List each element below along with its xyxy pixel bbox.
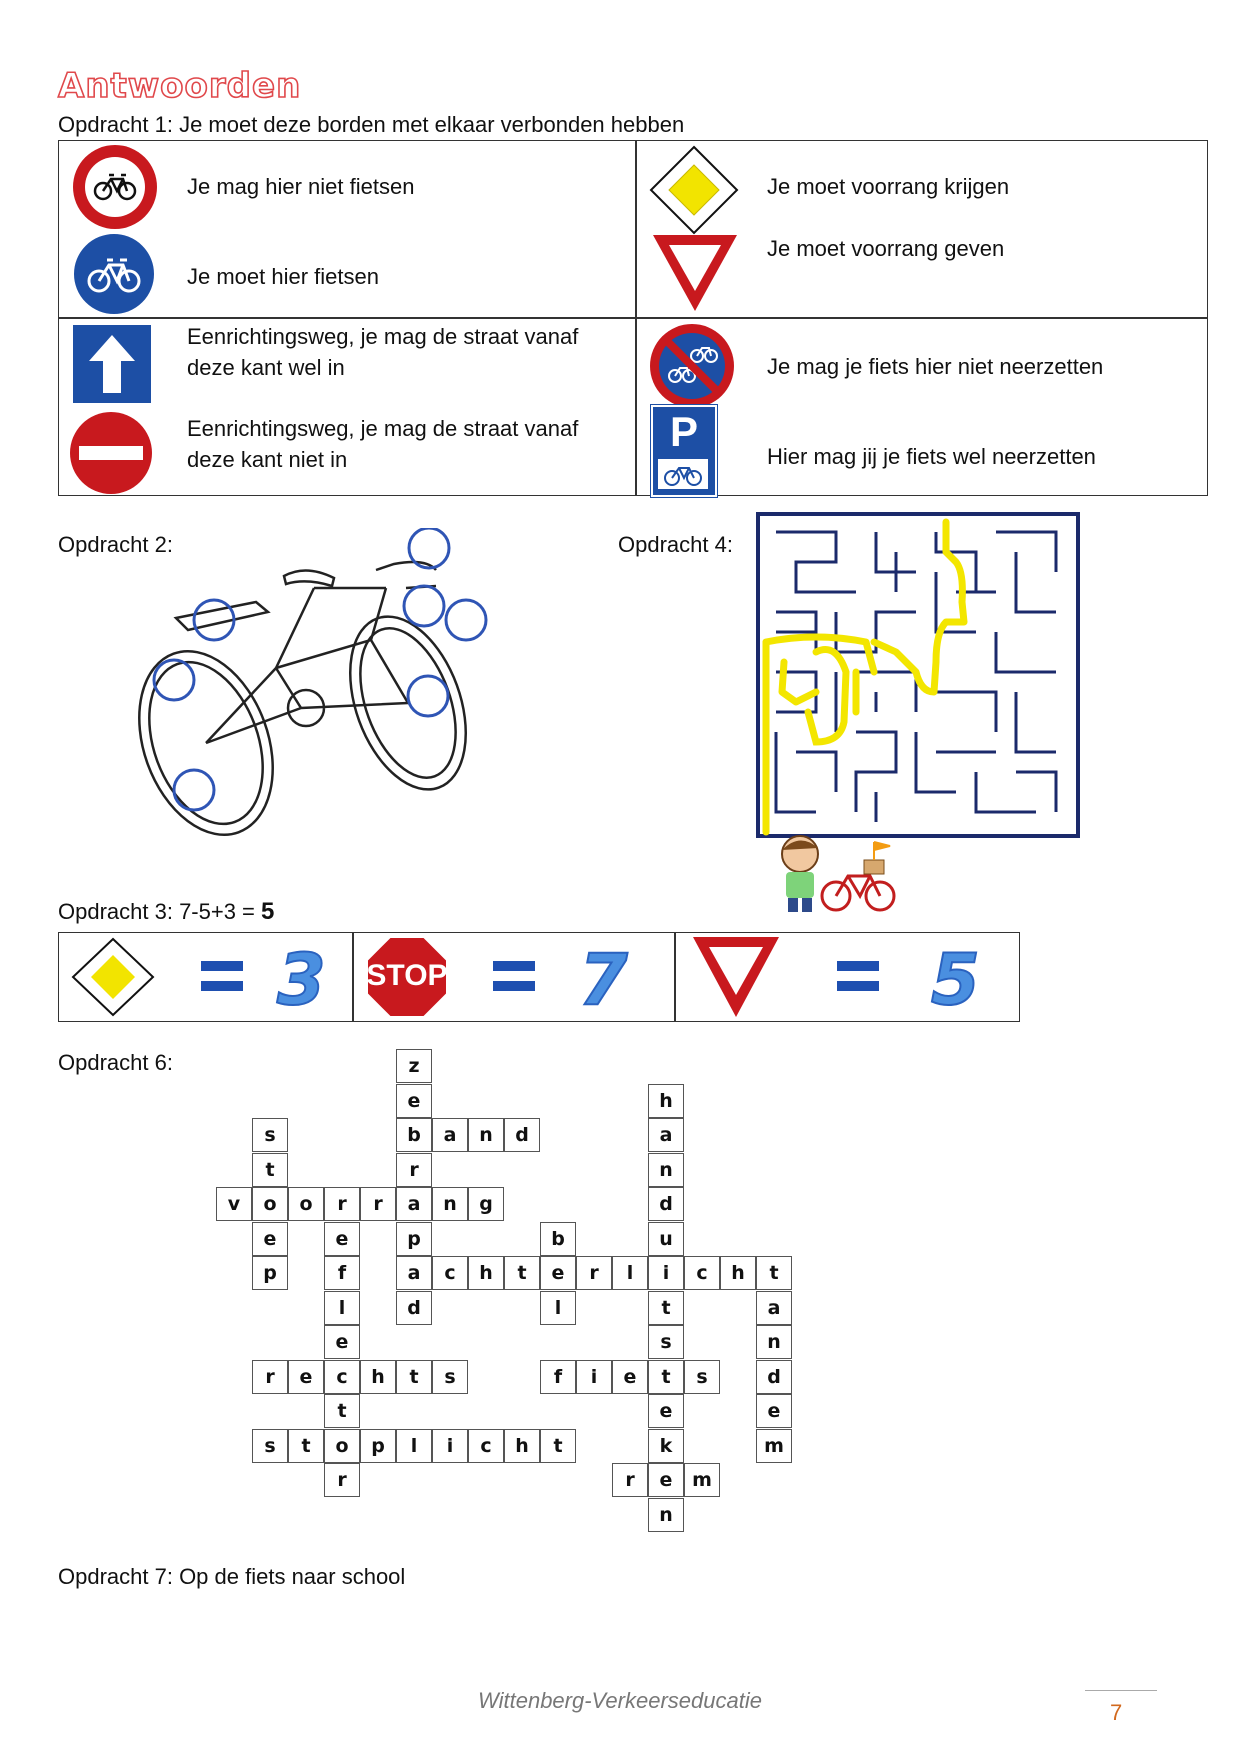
priority-road-sign-icon (71, 937, 155, 1017)
task3-heading: Opdracht 3: 7-5+3 = 5 (58, 898, 275, 925)
crossword-cell: t (756, 1256, 792, 1290)
crossword-cell: l (396, 1429, 432, 1463)
oneway-out-label-2: deze kant niet in (187, 447, 348, 472)
crossword-cell: n (432, 1187, 468, 1221)
crossword-cell: l (324, 1291, 360, 1325)
no-entry-sign-icon (69, 411, 153, 495)
crossword-cell: t (648, 1360, 684, 1394)
crossword-cell: r (252, 1360, 288, 1394)
crossword-cell: u (648, 1222, 684, 1256)
task6-heading: Opdracht 6: (58, 1050, 173, 1075)
crossword-cell: o (288, 1187, 324, 1221)
page-title: Antwoorden (58, 66, 302, 106)
crossword-cell: a (432, 1118, 468, 1152)
priority-value: 3 (277, 939, 326, 1021)
crossword-cell: r (396, 1153, 432, 1187)
crossword-cell: d (396, 1291, 432, 1325)
crossword-cell: d (756, 1360, 792, 1394)
oneway-in-label-1: Eenrichtingsweg, je mag de straat vanaf (187, 324, 579, 349)
crossword-cell: z (396, 1049, 432, 1083)
crossword-cell: s (432, 1360, 468, 1394)
crossword-cell: t (540, 1429, 576, 1463)
maze (756, 512, 1080, 838)
crossword-cell: n (468, 1118, 504, 1152)
crossword-cell: b (396, 1118, 432, 1152)
one-way-arrow-sign-icon (71, 323, 153, 405)
crossword-cell: s (252, 1118, 288, 1152)
task4-heading: Opdracht 4: (618, 532, 733, 557)
equals-icon (201, 961, 243, 991)
crossword-cell: a (756, 1291, 792, 1325)
crossword-cell: t (324, 1394, 360, 1428)
oneway-out-label-1: Eenrichtingsweg, je mag de straat vanaf (187, 416, 579, 441)
no-bike-parking-sign-icon (649, 323, 735, 409)
bike-parking-sign-icon: P (651, 405, 717, 497)
stop-sign-text: STOP (366, 959, 448, 992)
priority-label: Je moet voorrang krijgen (767, 174, 1010, 199)
crossword-cell: m (684, 1463, 720, 1497)
crossword-grid (216, 1049, 858, 1535)
no-cycling-label: Je mag hier niet fietsen (187, 174, 415, 199)
page-number: 7 (1110, 1700, 1123, 1725)
crossword-cell: c (684, 1256, 720, 1290)
task3-answer: 5 (261, 898, 275, 925)
crossword-cell: r (324, 1187, 360, 1221)
crossword-cell: r (576, 1256, 612, 1290)
no-bike-parking-label: Je mag je fiets hier niet neerzetten (767, 354, 1104, 379)
crossword-cell: g (468, 1187, 504, 1221)
crossword-cell: r (360, 1187, 396, 1221)
crossword-cell: a (396, 1256, 432, 1290)
bicycle-drawing (136, 528, 496, 848)
crossword-cell: o (252, 1187, 288, 1221)
crossword-cell: h (648, 1084, 684, 1118)
crossword-cell: i (432, 1429, 468, 1463)
crossword-cell: d (648, 1187, 684, 1221)
crossword-cell: e (612, 1360, 648, 1394)
give-way-sign-icon (691, 935, 781, 1019)
task7-heading: Opdracht 7: Op de fiets naar school (58, 1564, 406, 1589)
give-way-label: Je moet voorrang geven (767, 236, 1005, 261)
crossword-cell: t (288, 1429, 324, 1463)
crossword-cell: e (324, 1325, 360, 1359)
crossword-cell: s (684, 1360, 720, 1394)
task2-heading: Opdracht 2: (58, 532, 173, 557)
no-cycling-sign-icon (71, 143, 159, 231)
crossword-cell: l (540, 1291, 576, 1325)
crossword-cell: i (648, 1256, 684, 1290)
crossword-cell: p (396, 1222, 432, 1256)
bicycle-path-sign-icon (71, 231, 157, 317)
page-number-rule (1085, 1690, 1157, 1691)
task1-heading: Opdracht 1: Je moet deze borden met elkaar verbonden hebben (58, 112, 685, 137)
crossword-cell: a (396, 1187, 432, 1221)
crossword-cell: m (756, 1429, 792, 1463)
crossword-cell: n (756, 1325, 792, 1359)
crossword-cell: s (648, 1325, 684, 1359)
boy-with-bike-illustration (774, 832, 898, 916)
crossword-cell: c (468, 1429, 504, 1463)
crossword-cell: d (504, 1118, 540, 1152)
crossword-cell: r (324, 1463, 360, 1497)
crossword-cell: e (756, 1394, 792, 1428)
bike-parking-label: Hier mag jij je fiets wel neerzetten (767, 444, 1096, 469)
priority-road-sign-icon (649, 145, 739, 235)
crossword-cell: b (540, 1222, 576, 1256)
crossword-cell: f (540, 1360, 576, 1394)
crossword-cell: p (360, 1429, 396, 1463)
equals-icon (493, 961, 535, 991)
equals-icon (837, 961, 879, 991)
crossword-cell: t (252, 1153, 288, 1187)
footer-text: Wittenberg-Verkeerseducatie (478, 1688, 762, 1713)
crossword-cell: a (648, 1118, 684, 1152)
crossword-cell: t (396, 1360, 432, 1394)
crossword-cell: p (252, 1256, 288, 1290)
give-way-value: 5 (931, 939, 980, 1021)
crossword-cell: v (216, 1187, 252, 1221)
give-way-sign-icon (651, 233, 739, 313)
crossword-cell: i (576, 1360, 612, 1394)
task3-row (58, 932, 1020, 1022)
task1-table (58, 140, 1208, 496)
crossword-cell: k (648, 1429, 684, 1463)
crossword-cell: t (504, 1256, 540, 1290)
crossword-cell: e (396, 1084, 432, 1118)
crossword-cell: c (432, 1256, 468, 1290)
crossword-cell: l (612, 1256, 648, 1290)
crossword-cell: h (720, 1256, 756, 1290)
crossword-cell: e (648, 1463, 684, 1497)
crossword-cell: t (648, 1291, 684, 1325)
crossword-cell: r (612, 1463, 648, 1497)
crossword-cell: e (252, 1222, 288, 1256)
crossword-cell: e (648, 1394, 684, 1428)
crossword-cell: n (648, 1153, 684, 1187)
crossword-cell: s (252, 1429, 288, 1463)
crossword-cell: e (324, 1222, 360, 1256)
crossword-cell: c (324, 1360, 360, 1394)
crossword-cell: f (324, 1256, 360, 1290)
crossword-cell: h (504, 1429, 540, 1463)
stop-value: 7 (579, 939, 628, 1021)
crossword-cell: n (648, 1498, 684, 1532)
must-cycle-label: Je moet hier fietsen (187, 264, 379, 289)
crossword-cell: h (468, 1256, 504, 1290)
crossword-cell: h (360, 1360, 396, 1394)
crossword-cell: o (324, 1429, 360, 1463)
crossword-cell: e (288, 1360, 324, 1394)
crossword-cell: e (540, 1256, 576, 1290)
oneway-in-label-2: deze kant wel in (187, 355, 345, 380)
